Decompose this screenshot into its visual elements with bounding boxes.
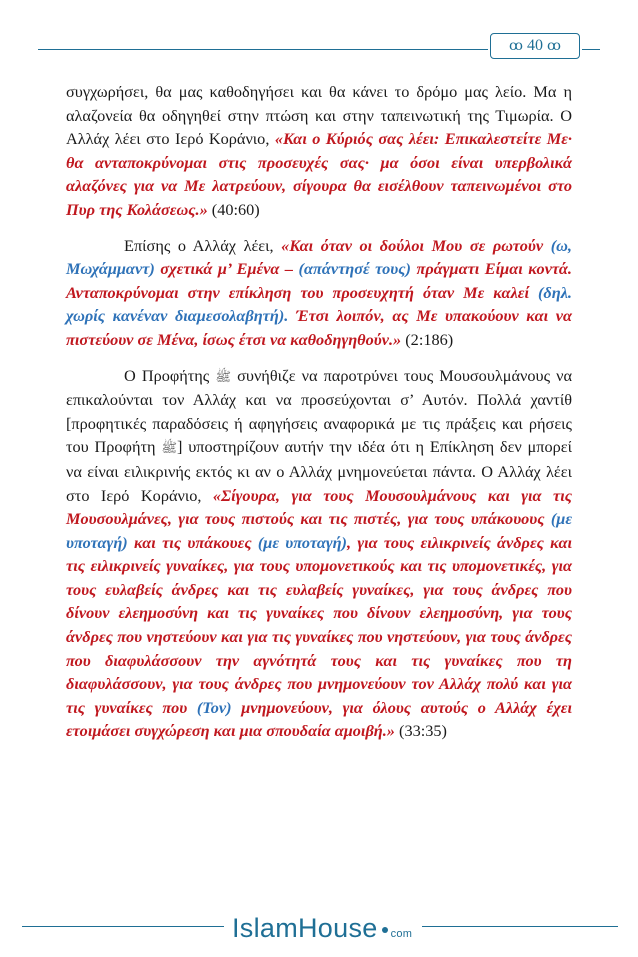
ornament-left-icon: ꝏ [509,38,523,54]
brand-dot-icon [382,927,388,933]
p2-quote-1: «Και όταν οι δούλοι Μου σε ρωτούν [281,235,544,255]
header-rule-end [582,49,600,50]
footer [0,911,638,941]
page-number-box [490,33,580,59]
p2-reference: (2:186) [401,329,454,349]
p3-quote-2: και τις υπάκουες [127,532,258,552]
p3-text-2: συνήθιζε να παροτρύνει τους Μουσουλμάνους να επικαλούνται τον Αλλάχ και να προσεύχονται σ’ Αυτόν. Πολλά χαντίθ [προφητικές παραδόσεις ή αφηγήσεις αναφορικά με τις πράξεις και ρήσεις του Προφήτη [66,365,572,457]
p2-text: Επίσης ο Αλλάχ λέει, [124,235,282,255]
p2-quote-4: Έτσι λοιπόν, ας Με υπακούουν και να πιστεύουν σε Μένα, ίσως έτσι να καθοδηγηθούν.» [66,306,572,349]
ornament-right-icon: ꝏ [547,38,561,54]
paragraph-3 [66,364,572,744]
salutation-icon: ﷺ [161,440,178,456]
brand-name: IslamHouse [232,913,378,943]
footer-rule-right [422,926,618,927]
p3-quote-4: μνημονεύουν, για όλους αυτούς ο Αλλάχ έχει ετοιμάσει συγχώρεση και μια σπουδαία αμοιβή.» [66,697,572,741]
salutation-icon: ﷺ [215,368,232,384]
p3-reference: (33:35) [394,721,447,741]
footer-brand-logo [232,913,412,944]
header-rule [38,49,488,50]
footer-rule-left [22,926,224,927]
p3-note-3: (Τον) [196,697,232,717]
paragraph-2 [66,234,572,352]
p1-text: συγχωρήσει, θα μας καθοδηγήσει και θα κάνει το δρόμο μας λείο. Μα η αλαζονεία θα οδηγηθεί στην πτώση και στην ταπεινωτική της Τιμωρία. Ο Αλλάχ λέει στο Ιερό Κοράνιο, [66,82,572,149]
paragraph-1 [66,80,572,222]
p3-note-1: (με υποταγή) [66,509,572,552]
p3-quote-3: , για τους ειλικρινείς άνδρες και τις ειλικρινείς γυναίκες, για τους υπομονετικούς και τις υπομονετικές, για τους ευλαβείς άνδρες και τις ευλαβείς γυναίκες, για τους άνδρες που δίνουν ελεημοσύνη και τις γυναίκες που δίνουν ελεημοσύνη, για τους άνδρες που νηστεύουν και για τις γυναίκες που νηστεύουν, για τους άνδρες που διαφυλάσσουν την αγνότητά τους και τις γυναίκες που τη διαφυλάσσουν, για τους άνδρες που μνημονεύουν τον Αλλάχ πολύ και για τις γυναίκες που [66,532,573,717]
p2-note-2: (απάντησέ τους) [298,259,417,279]
p3-note-2: (με υποταγή) [257,532,347,552]
p3-quote-1: «Σίγουρα, για τους Μουσουλμάνους και για τις Μουσουλμάνες, για τους πιστούς και τις πιστές, για τους υπάκουους [66,485,573,529]
p2-note-3: (δηλ. χωρίς κανέναν διαμεσολαβητή). [66,282,572,326]
p2-quote-3: πράγματι Είμαι κοντά. Ανταποκρύνομαι στην επίκληση του προσευχητή όταν Με καλεί [66,259,572,302]
p2-quote-2: σχετικά μ’ Εμένα – [160,259,299,279]
page-body [66,80,572,743]
brand-suffix: com [390,928,413,940]
p1-reference: (40:60) [207,199,260,219]
p2-note-1: (ω, Μωχάμμαντ) [66,235,572,279]
p1-quran-quote: «Και ο Κύριός σας λέει: Επικαλεστείτε Με· θα ανταποκρύνομαι στις προσευχές σας· μα όσοι είναι υπερβολικά αλαζόνες για να Με λατρεύουν, σίγουρα θα εισέλθουν ταπεινωμένοι στο Πυρ της Κολάσεως.» [66,129,573,219]
p3-text-3: ] υποστηρίζουν αυτήν την ιδέα ότι η Επίκληση δεν μπορεί να είναι ειλικρινής εκτός κι αν ο Αλλάχ μνημονεύεται πάντα. Ο Αλλάχ λέει στο Ιερό Κοράνιο, [66,437,572,505]
page-number: 40 [527,37,543,54]
p3-text-1: Ο Προφήτης [124,365,216,385]
